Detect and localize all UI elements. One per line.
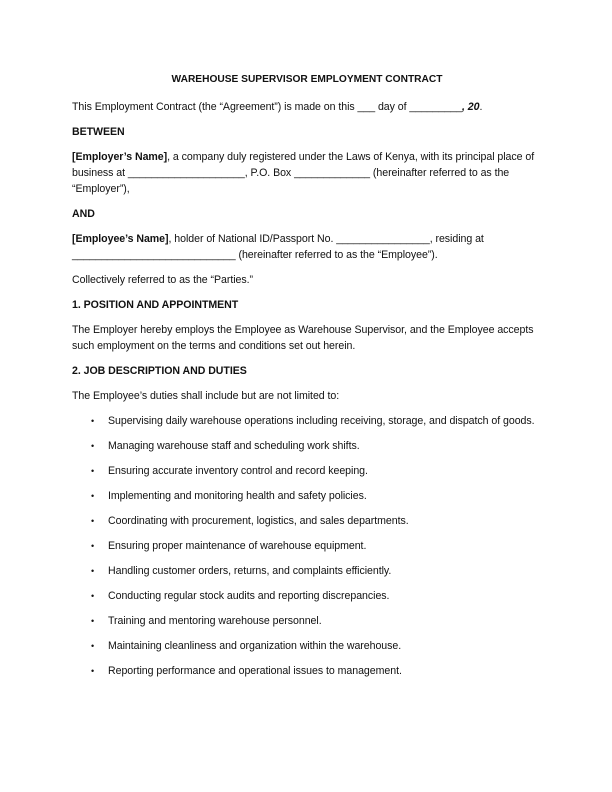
employee-text: , holder of National ID/Passport No. ________________, residing at ____________________________ (hereinafter referred to as the “Employee”). [72, 233, 484, 261]
intro-year: , 20 [462, 101, 480, 113]
bullet-icon: • [91, 516, 95, 526]
list-item [91, 638, 542, 654]
section2-intro: The Employee’s duties shall include but are not limited to: [72, 390, 340, 402]
list-item [91, 538, 542, 554]
duties-list [72, 413, 542, 679]
bullet-icon: • [91, 666, 95, 676]
between-heading: BETWEEN [72, 126, 125, 138]
list-item [91, 663, 542, 679]
duty-text: Maintaining cleanliness and organization within the warehouse. [108, 640, 402, 652]
employer-name: [Employer’s Name] [72, 151, 168, 163]
list-item [91, 513, 542, 529]
bullet-icon: • [91, 491, 95, 501]
duty-text: Reporting performance and operational issues to management. [108, 665, 402, 677]
bullet-icon: • [91, 416, 95, 426]
section1-heading: 1. POSITION AND APPOINTMENT [72, 299, 239, 311]
document-title: WAREHOUSE SUPERVISOR EMPLOYMENT CONTRACT [171, 74, 443, 85]
bullet-icon: • [91, 466, 95, 476]
duty-text: Implementing and monitoring health and safety policies. [108, 490, 367, 502]
duty-text: Managing warehouse staff and scheduling work shifts. [108, 440, 360, 452]
list-item [91, 588, 542, 604]
list-item [91, 488, 542, 504]
section2-heading: 2. JOB DESCRIPTION AND DUTIES [72, 365, 247, 377]
section1-text: The Employer hereby employs the Employee as Warehouse Supervisor, and the Employee accepts such employment on the terms and conditions set out herein. [72, 324, 534, 352]
list-item [91, 413, 542, 429]
employee-paragraph [72, 231, 542, 263]
list-item [91, 613, 542, 629]
list-item [91, 438, 542, 454]
duty-text: Handling customer orders, returns, and complaints efficiently. [108, 565, 392, 577]
intro-paragraph [72, 99, 542, 115]
duty-text: Training and mentoring warehouse personnel. [108, 615, 322, 627]
employer-text: , a company duly registered under the Laws of Kenya, with its principal place of business at ____________________, P.O. Box _____________ (hereinafter referred to as the “Employer”), [72, 151, 535, 195]
list-item [91, 563, 542, 579]
bullet-icon: • [91, 441, 95, 451]
duty-text: Supervising daily warehouse operations including receiving, storage, and dispatch of goods. [108, 415, 535, 427]
bullet-icon: • [91, 641, 95, 651]
list-item [91, 463, 542, 479]
intro-end: . [479, 101, 483, 113]
duty-text: Conducting regular stock audits and reporting discrepancies. [108, 590, 390, 602]
duty-text: Coordinating with procurement, logistics, and sales departments. [108, 515, 409, 527]
employee-name: [Employee’s Name] [72, 233, 169, 245]
bullet-icon: • [91, 616, 95, 626]
duty-text: Ensuring proper maintenance of warehouse equipment. [108, 540, 367, 552]
document-body [72, 72, 542, 688]
intro-text: This Employment Contract (the “Agreement”) is made on this ___ day of _________ [72, 101, 462, 113]
bullet-icon: • [91, 541, 95, 551]
and-heading: AND [72, 208, 95, 220]
duty-text: Ensuring accurate inventory control and record keeping. [108, 465, 368, 477]
employer-paragraph [72, 149, 542, 197]
bullet-icon: • [91, 566, 95, 576]
parties-paragraph: Collectively referred to as the “Parties.” [72, 274, 254, 286]
bullet-icon: • [91, 591, 95, 601]
